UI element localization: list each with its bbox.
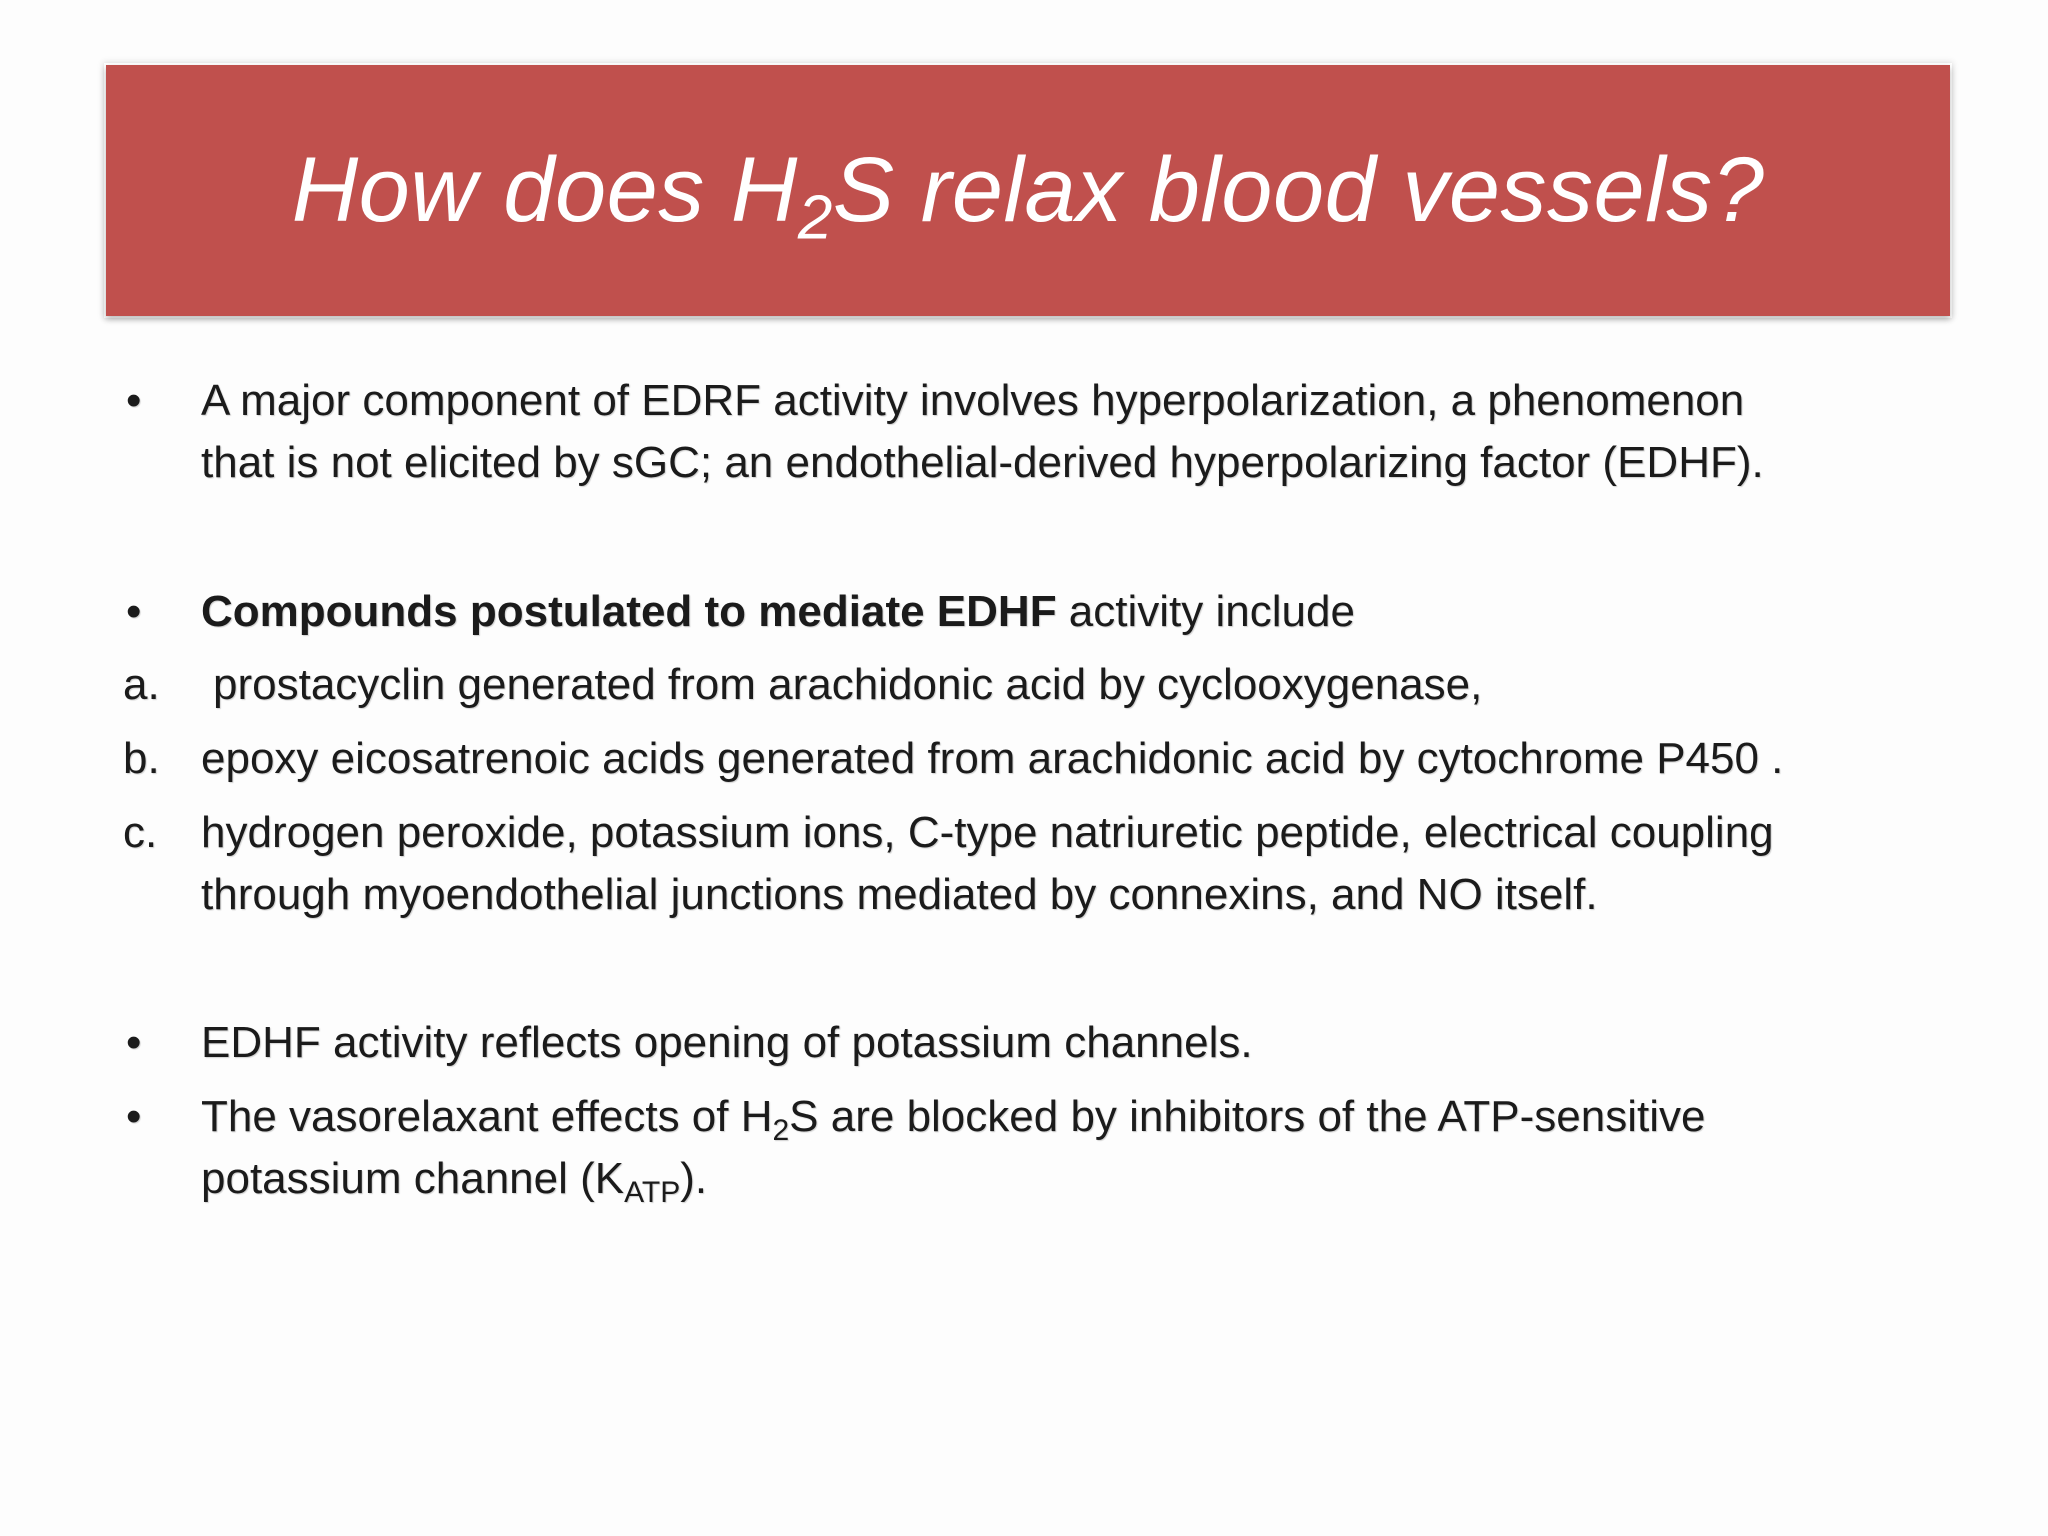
bullet-text: EDHF activity reflects opening of potassium channels. <box>201 1018 1253 1067</box>
text-line <box>201 1086 1921 1148</box>
bullet-text <box>201 370 1921 494</box>
list-marker: a. <box>123 660 160 709</box>
bold-text: Compounds postulated to mediate EDHF <box>201 587 1057 636</box>
bullet-marker: • <box>126 376 142 425</box>
text-line <box>201 1148 1921 1210</box>
bullet-marker: • <box>126 1092 142 1141</box>
text-part: S are blocked by inhibitors of the ATP-sensitive <box>789 1092 1706 1141</box>
text-line: hydrogen peroxide, potassium ions, C-type natriuretic peptide, electrical coupling <box>201 808 1774 857</box>
text-line: through myoendothelial junctions mediated by connexins, and NO itself. <box>201 870 1598 919</box>
list-text: epoxy eicosatrenoic acids generated from arachidonic acid by cytochrome P450 . <box>201 734 1784 783</box>
bullet-text <box>201 1086 1921 1210</box>
list-marker: b. <box>123 734 160 783</box>
subscript: ATP <box>624 1176 681 1209</box>
title-banner <box>106 65 1950 316</box>
bullet-marker: • <box>126 1018 142 1067</box>
slide-title <box>291 138 1765 253</box>
list-text <box>201 802 1921 926</box>
text-part: activity include <box>1056 587 1355 636</box>
bullet-text <box>201 581 1921 643</box>
text-line: A major component of EDRF activity involves hyperpolarization, a phenomenon <box>201 376 1745 425</box>
subscript: 2 <box>772 1114 790 1147</box>
text-part: ). <box>680 1154 708 1203</box>
title-subscript: 2 <box>797 183 833 253</box>
text-line: that is not elicited by sGC; an endothelial-derived hyperpolarizing factor (EDHF). <box>201 438 1764 487</box>
text-part: potassium channel (K <box>201 1154 625 1203</box>
title-text-part: How does H <box>291 139 798 241</box>
list-text: prostacyclin generated from arachidonic acid by cyclooxygenase, <box>213 660 1483 709</box>
text-part: The vasorelaxant effects of H <box>201 1092 773 1141</box>
title-text-part: S relax blood vessels? <box>832 139 1765 241</box>
list-marker: c. <box>123 808 158 857</box>
bullet-marker: • <box>126 587 142 636</box>
